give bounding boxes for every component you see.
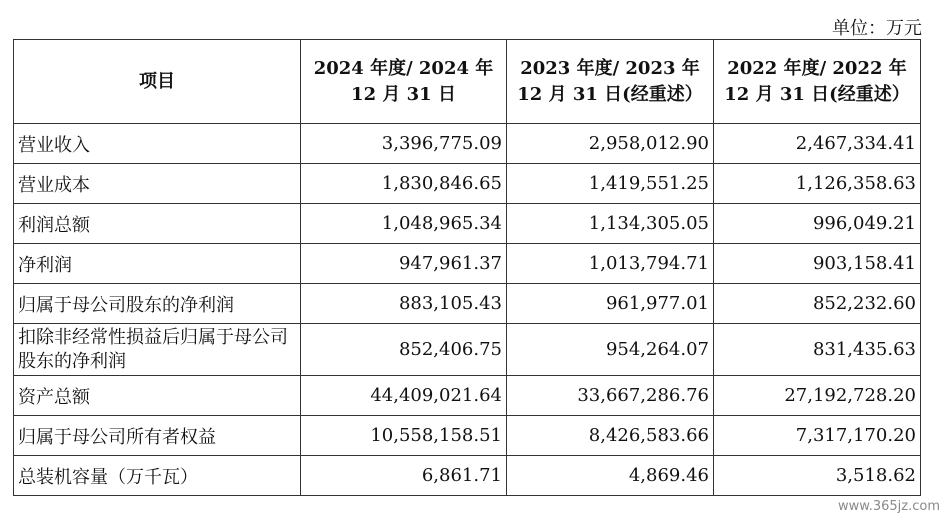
value-2024: 3,396,775.09 (301, 124, 507, 164)
table-row (14, 324, 921, 376)
table-row (14, 244, 921, 284)
table-header-row (14, 40, 921, 124)
header-2024: 2024 年度/ 2024 年 12 月 31 日 (301, 40, 507, 124)
row-label: 归属于母公司股东的净利润 (14, 284, 301, 324)
value-2022: 852,232.60 (714, 284, 921, 324)
value-2022: 27,192,728.20 (714, 376, 921, 416)
value-2022: 831,435.63 (714, 324, 921, 376)
row-label: 利润总额 (14, 204, 301, 244)
value-2024: 1,048,965.34 (301, 204, 507, 244)
row-label: 资产总额 (14, 376, 301, 416)
value-2022: 996,049.21 (714, 204, 921, 244)
value-2022: 2,467,334.41 (714, 124, 921, 164)
row-label: 营业收入 (14, 124, 301, 164)
row-label: 归属于母公司所有者权益 (14, 416, 301, 456)
table-row (14, 124, 921, 164)
value-2024: 947,961.37 (301, 244, 507, 284)
value-2023: 2,958,012.90 (507, 124, 714, 164)
table-row (14, 204, 921, 244)
table-row (14, 416, 921, 456)
watermark-text: www.365jz.com (838, 499, 940, 514)
row-label: 营业成本 (14, 164, 301, 204)
header-2022: 2022 年度/ 2022 年 12 月 31 日(经重述） (714, 40, 921, 124)
value-2023: 4,869.46 (507, 456, 714, 496)
table-row (14, 284, 921, 324)
value-2022: 903,158.41 (714, 244, 921, 284)
header-2023: 2023 年度/ 2023 年 12 月 31 日(经重述） (507, 40, 714, 124)
value-2024: 883,105.43 (301, 284, 507, 324)
value-2024: 1,830,846.65 (301, 164, 507, 204)
table-row (14, 376, 921, 416)
value-2024: 6,861.71 (301, 456, 507, 496)
unit-label: 单位：万元 (832, 18, 922, 39)
table-row (14, 456, 921, 496)
row-label: 扣除非经常性损益后归属于母公司股东的净利润 (14, 324, 301, 376)
value-2022: 7,317,170.20 (714, 416, 921, 456)
value-2023: 1,419,551.25 (507, 164, 714, 204)
value-2022: 1,126,358.63 (714, 164, 921, 204)
value-2023: 1,134,305.05 (507, 204, 714, 244)
table-row (14, 164, 921, 204)
value-2023: 954,264.07 (507, 324, 714, 376)
value-2023: 1,013,794.71 (507, 244, 714, 284)
header-item: 项目 (14, 40, 301, 124)
row-label: 总装机容量（万千瓦） (14, 456, 301, 496)
row-label: 净利润 (14, 244, 301, 284)
financial-table (13, 39, 921, 496)
value-2023: 961,977.01 (507, 284, 714, 324)
value-2024: 44,409,021.64 (301, 376, 507, 416)
value-2024: 10,558,158.51 (301, 416, 507, 456)
value-2023: 33,667,286.76 (507, 376, 714, 416)
value-2024: 852,406.75 (301, 324, 507, 376)
value-2022: 3,518.62 (714, 456, 921, 496)
value-2023: 8,426,583.66 (507, 416, 714, 456)
